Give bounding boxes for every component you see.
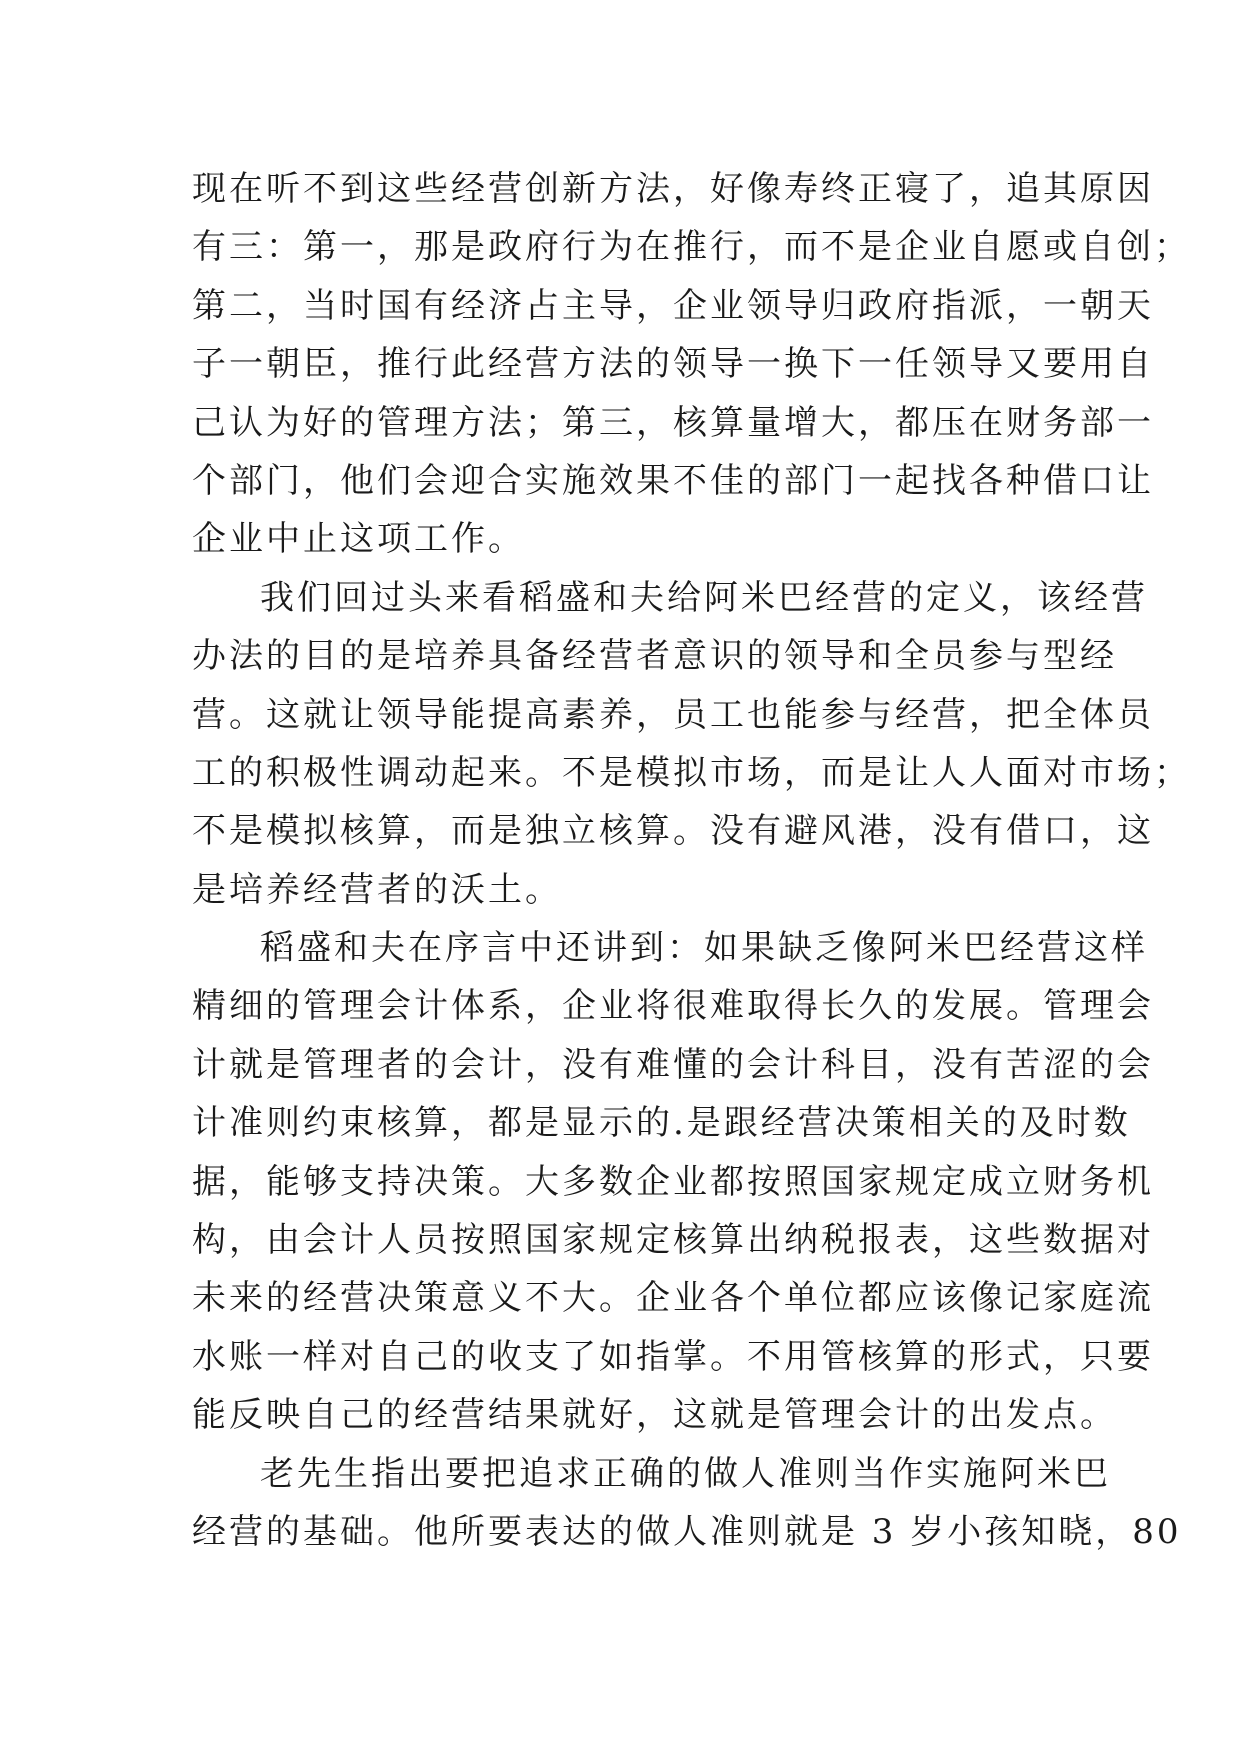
text-line: 现在听不到这些经营创新方法，好像寿终正寝了，追其原因 [192,169,1154,209]
text-line: 办法的目的是培养具备经营者意识的领导和全员参与型经 [192,636,1117,677]
text-line: 经营的基础。他所要表达的做人准则就是 3 岁小孩知晓，80 [192,1511,1182,1552]
text-line: 能反映自己的经营结果就好，这就是管理会计的出发点。 [192,1395,1117,1436]
text-line: 不是模拟核算，而是独立核算。没有避风港，没有借口，这 [192,811,1154,852]
text-line: 有三：第一，那是政府行为在推行，而不是企业自愿或自创； [192,227,1191,268]
text-line: 水账一样对自己的收支了如指掌。不用管核算的形式，只要 [192,1336,1154,1377]
text-line: 己认为好的管理方法；第三，核算量增大，都压在财务部一 [192,402,1154,443]
text-line: 第二，当时国有经济占主导，企业领导归政府指派，一朝天 [192,285,1154,326]
text-line: 计就是管理者的会计，没有难懂的会计科目，没有苦涩的会 [192,1044,1154,1085]
text-line: 营。这就让领导能提高素养，员工也能参与经营，把全体员 [192,694,1154,735]
text-line: 工的积极性调动起来。不是模拟市场，而是让人人面对市场； [192,752,1191,793]
text-line: 未来的经营决策意义不大。企业各个单位都应该像记家庭流 [192,1278,1154,1319]
text-line: 老先生指出要把追求正确的做人准则当作实施阿米巴 [260,1453,1111,1494]
text-line: 据，能够支持决策。大多数企业都按照国家规定成立财务机 [192,1161,1154,1202]
text-line: 稻盛和夫在序言中还讲到：如果缺乏像阿米巴经营这样 [260,928,1148,969]
text-line: 个部门，他们会迎合实施效果不佳的部门一起找各种借口让 [192,460,1154,501]
text-line: 精细的管理会计体系，企业将很难取得长久的发展。管理会 [192,986,1154,1027]
text-line: 我们回过头来看稻盛和夫给阿米巴经营的定义，该经营 [260,577,1148,618]
text-line: 是培养经营者的沃土。 [192,869,562,910]
text-line: 企业中止这项工作。 [192,519,525,560]
text-line: 计准则约束核算，都是显示的.是跟经营决策相关的及时数 [192,1103,1131,1144]
text-line: 子一朝臣，推行此经营方法的领导一换下一任领导又要用自 [192,344,1154,385]
body-text [192,160,1191,1561]
text-line: 构，由会计人员按照国家规定核算出纳税报表，这些数据对 [192,1220,1154,1261]
